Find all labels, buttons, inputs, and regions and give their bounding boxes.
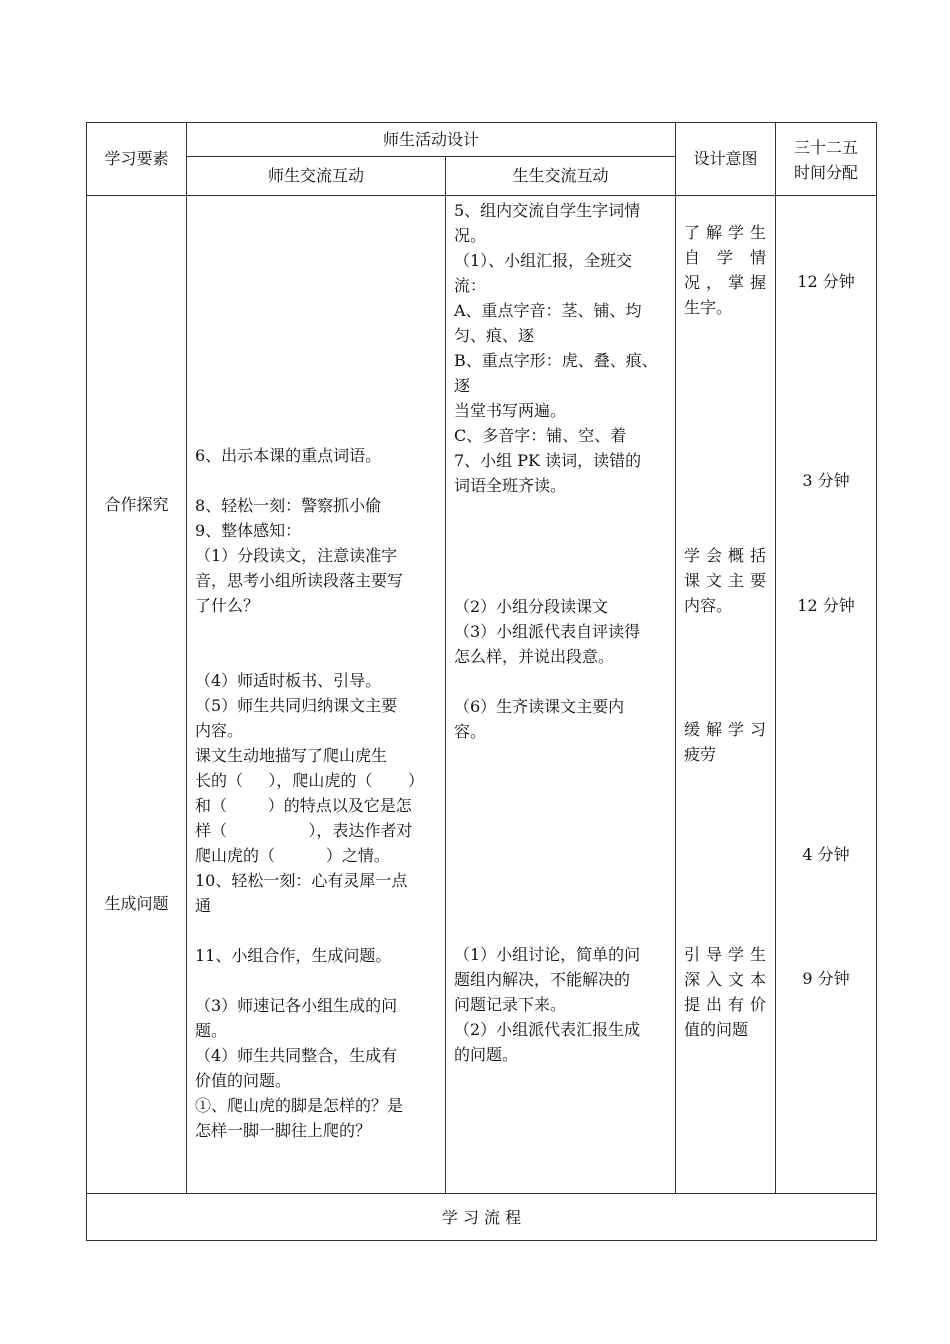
text-line: 11、小组合作，生成问题。 bbox=[195, 946, 392, 965]
text-line: （2）小组派代表汇报生成 bbox=[454, 1020, 641, 1039]
text-line: 课文生动地描写了爬山虎生 bbox=[195, 746, 388, 765]
text-line bbox=[195, 968, 440, 993]
text-line: 流： bbox=[454, 276, 487, 295]
text-line: 怎样一脚一脚往上爬的？ bbox=[195, 1121, 372, 1140]
text-line: 况，掌握 bbox=[684, 273, 766, 292]
time-3: 12 分钟 bbox=[797, 596, 855, 615]
text-line: A、重点字音：茎、铺、均 bbox=[454, 301, 642, 320]
text-line bbox=[195, 618, 440, 643]
header-time-top: 三十二五 bbox=[793, 138, 858, 157]
text-line: （3）师速记各小组生成的问 bbox=[195, 996, 398, 1015]
text-line: 和（ ）的特点以及它是怎 bbox=[195, 796, 412, 815]
header-design-intent: 设计意图 bbox=[693, 149, 758, 168]
header-teacher-student: 师生交流互动 bbox=[267, 166, 364, 185]
text-line: 值的问题 bbox=[684, 1020, 749, 1039]
section-cooperation: 合作探究 bbox=[104, 495, 169, 514]
text-line: （4）师适时板书、引导。 bbox=[195, 671, 382, 690]
text-line: 深入文本 bbox=[684, 970, 766, 989]
text-line: 样（ ），表达作者对 bbox=[195, 821, 413, 840]
header-student-student: 生生交流互动 bbox=[512, 166, 609, 185]
header-time-bottom: 时间分配 bbox=[793, 163, 858, 182]
header-learning-elements: 学习要素 bbox=[104, 149, 169, 168]
text-line: （1）小组讨论，简单的问 bbox=[454, 945, 641, 964]
text-line: 内容。 bbox=[684, 596, 733, 615]
text-line: （3）小组派代表自评读得 bbox=[454, 622, 641, 641]
text-line: （2）小组分段读课文 bbox=[454, 597, 609, 616]
text-line: 10、轻松一刻：心有灵犀一点 bbox=[195, 871, 408, 890]
header-activity-design: 师生活动设计 bbox=[382, 130, 479, 149]
section-questions: 生成问题 bbox=[104, 894, 169, 913]
time-4: 4 分钟 bbox=[802, 845, 850, 864]
text-line: 7、小组 PK 读词，读错的 bbox=[454, 451, 642, 470]
text-line bbox=[195, 643, 440, 668]
text-line: （6）生齐读课文主要内 bbox=[454, 697, 625, 716]
text-line: （1）、小组汇报，全班交 bbox=[454, 251, 633, 270]
text-line: 9、整体感知： bbox=[195, 521, 302, 540]
student-column-mid bbox=[454, 594, 669, 744]
text-line: 课文主要 bbox=[684, 571, 766, 590]
text-line: ①、爬山虎的脚是怎样的？是 bbox=[195, 1096, 404, 1115]
col-divider-1 bbox=[186, 122, 187, 1193]
text-line: （5）师生共同归纳课文主要 bbox=[195, 696, 398, 715]
footer-top bbox=[86, 1193, 877, 1194]
text-line: （4）师生共同整合，生成有 bbox=[195, 1046, 398, 1065]
text-line: 问题记录下来。 bbox=[454, 995, 567, 1014]
text-line: 况。 bbox=[454, 226, 487, 245]
text-line: 词语全班齐读。 bbox=[454, 476, 567, 495]
col-divider-3 bbox=[675, 122, 676, 1193]
text-line: 缓解学习 bbox=[684, 720, 766, 739]
col-divider-2 bbox=[445, 156, 446, 1193]
header-subdivider bbox=[186, 156, 675, 157]
text-line bbox=[454, 669, 669, 694]
header-bottom bbox=[86, 195, 877, 196]
text-line: 了解学生 bbox=[684, 223, 766, 242]
text-line: 题组内解决，不能解决的 bbox=[454, 970, 631, 989]
text-line: 怎么样，并说出段意。 bbox=[454, 647, 615, 666]
text-line: 内容。 bbox=[195, 721, 244, 740]
text-line: 提出有价 bbox=[684, 995, 766, 1014]
footer-learning-flow: 学 习 流 程 bbox=[441, 1208, 522, 1227]
text-line: 疲劳 bbox=[684, 745, 717, 764]
student-column-bottom bbox=[454, 942, 669, 1067]
text-line: （1）分段读文，注意读准字 bbox=[195, 546, 398, 565]
text-line: 长的（ ），爬山虎的（ ） bbox=[195, 771, 425, 790]
text-line: 学会概括 bbox=[684, 546, 766, 565]
text-line: C、多音字：铺、空、着 bbox=[454, 426, 627, 445]
text-line: 题。 bbox=[195, 1021, 228, 1040]
text-line: 匀、痕、逐 bbox=[454, 326, 535, 345]
text-line: 价值的问题。 bbox=[195, 1071, 292, 1090]
text-line: 逐 bbox=[454, 376, 471, 395]
text-line: 容。 bbox=[454, 722, 487, 741]
time-5: 9 分钟 bbox=[802, 969, 850, 988]
teacher-column bbox=[195, 443, 440, 1143]
intent-a bbox=[684, 220, 766, 320]
time-1: 12 分钟 bbox=[797, 272, 855, 291]
text-line: 生字。 bbox=[684, 298, 733, 317]
text-line: 8、轻松一刻：警察抓小偷 bbox=[195, 496, 382, 515]
text-line: 通 bbox=[195, 896, 212, 915]
text-line: 当堂书写两遍。 bbox=[454, 401, 567, 420]
time-2: 3 分钟 bbox=[802, 471, 850, 490]
text-line: 的问题。 bbox=[454, 1045, 519, 1064]
text-line bbox=[195, 918, 440, 943]
intent-d bbox=[684, 942, 766, 1042]
text-line: B、重点字形：虎、叠、痕、 bbox=[454, 351, 658, 370]
text-line: 自 学 情 bbox=[684, 248, 766, 267]
text-line: 了什么？ bbox=[195, 596, 260, 615]
student-column-top bbox=[454, 198, 669, 498]
text-line: 音，思考小组所读段落主要写 bbox=[195, 571, 404, 590]
intent-b bbox=[684, 543, 766, 618]
text-line: 6、出示本课的重点词语。 bbox=[195, 446, 382, 465]
text-line: 引导学生 bbox=[684, 945, 766, 964]
intent-c bbox=[684, 717, 766, 767]
text-line: 爬山虎的（ ）之情。 bbox=[195, 846, 390, 865]
text-line: 5、组内交流自学生字词情 bbox=[454, 201, 641, 220]
text-line bbox=[195, 468, 440, 493]
